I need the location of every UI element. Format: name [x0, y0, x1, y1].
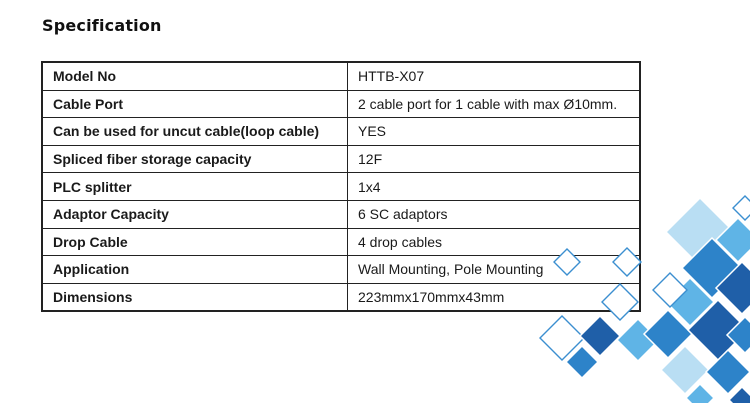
spec-label-model-no: Model No — [42, 62, 348, 90]
decorative-diamond — [716, 218, 750, 262]
table-row — [42, 256, 640, 284]
spec-label-uncut-cable: Can be used for uncut cable(loop cable) — [42, 118, 348, 146]
decorative-diamond — [653, 273, 687, 307]
table-row — [42, 173, 640, 201]
spec-value-dimensions: 223mmx170mmx43mm — [348, 283, 641, 311]
spec-label-adaptor-capacity: Adaptor Capacity — [42, 200, 348, 228]
spec-label-application: Application — [42, 256, 348, 284]
page-title: Specification — [42, 16, 162, 35]
table-row — [42, 118, 640, 146]
decorative-diamond — [686, 384, 714, 403]
table-row — [42, 283, 640, 311]
spec-value-application: Wall Mounting, Pole Mounting — [348, 256, 641, 284]
decorative-diamond — [716, 262, 750, 314]
decorative-diamond — [688, 300, 748, 360]
decorative-diamond — [733, 196, 750, 220]
decorative-diamond — [644, 310, 692, 358]
table-row — [42, 145, 640, 173]
spec-value-uncut-cable: YES — [348, 118, 641, 146]
spec-label-plc-splitter: PLC splitter — [42, 173, 348, 201]
decorative-diamond — [706, 350, 750, 394]
table-row — [42, 228, 640, 256]
table-row — [42, 90, 640, 118]
decorative-diamond — [661, 346, 709, 394]
spec-value-model-no: HTTB-X07 — [348, 62, 641, 90]
spec-value-fiber-storage: 12F — [348, 145, 641, 173]
spec-value-plc-splitter: 1x4 — [348, 173, 641, 201]
decorative-diamond — [666, 198, 734, 266]
decorative-diamond — [540, 316, 584, 360]
decorative-diamond — [729, 387, 750, 403]
decorative-diamond — [666, 278, 714, 326]
spec-value-cable-port: 2 cable port for 1 cable with max Ø10mm. — [348, 90, 641, 118]
spec-value-drop-cable: 4 drop cables — [348, 228, 641, 256]
spec-label-drop-cable: Drop Cable — [42, 228, 348, 256]
decorative-diamond — [727, 317, 750, 353]
spec-value-adaptor-capacity: 6 SC adaptors — [348, 200, 641, 228]
spec-label-dimensions: Dimensions — [42, 283, 348, 311]
table-row — [42, 200, 640, 228]
spec-label-cable-port: Cable Port — [42, 90, 348, 118]
decorative-diamond — [580, 316, 620, 356]
table-row — [42, 62, 640, 90]
decorative-diamond — [617, 319, 659, 361]
decorative-diamond — [566, 346, 598, 378]
specification-table — [41, 61, 641, 312]
spec-label-fiber-storage: Spliced fiber storage capacity — [42, 145, 348, 173]
decorative-diamond — [682, 238, 742, 298]
